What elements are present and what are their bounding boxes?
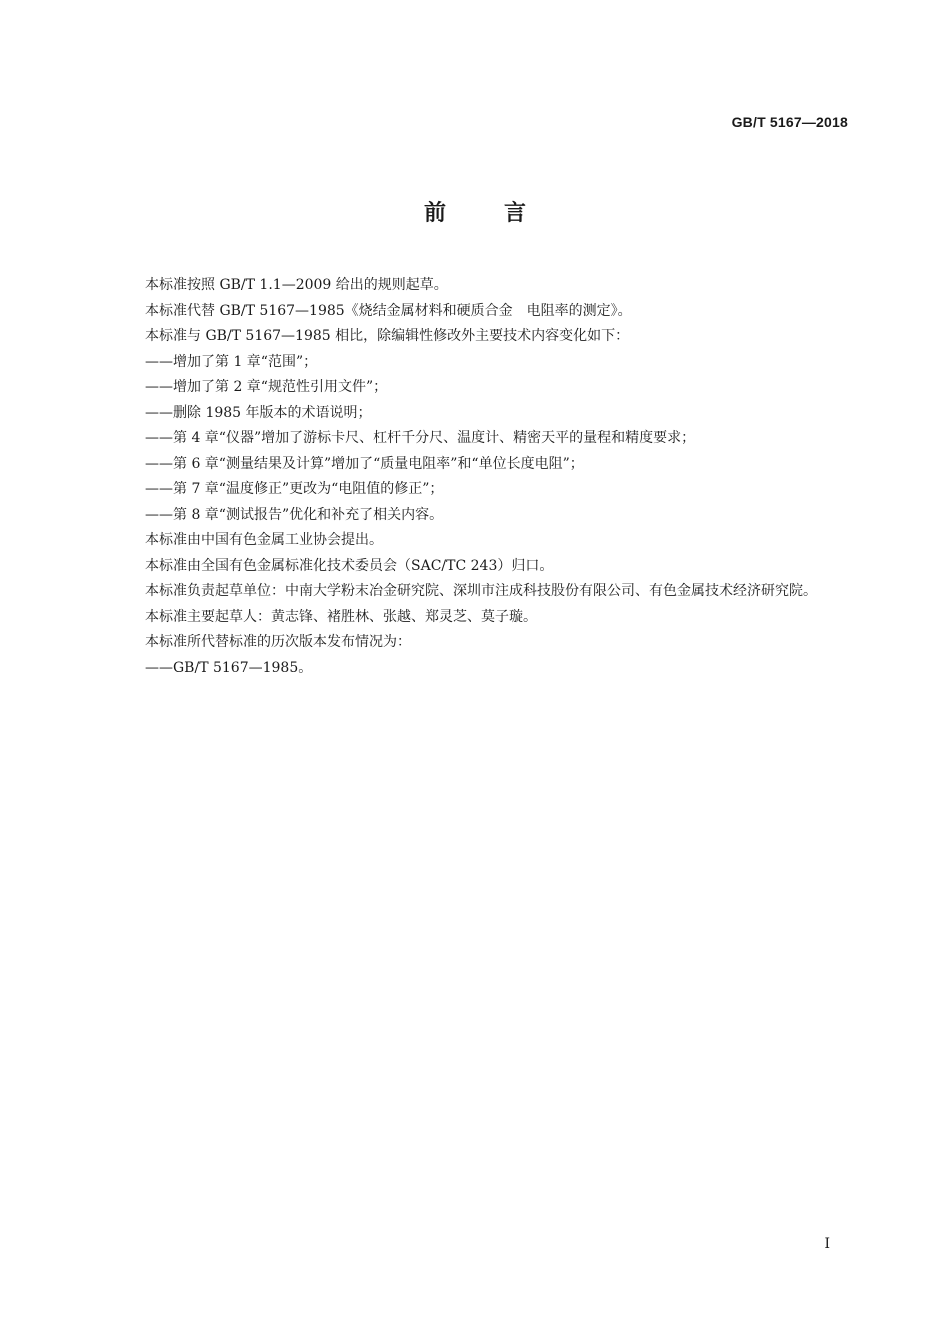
paragraph: 本标准由全国有色金属标准化技术委员会（SAC/TC 243）归口。 — [145, 557, 554, 574]
change-list-item: ——第 7 章“温度修正”更改为“电阻值的修正”； — [145, 481, 444, 497]
change-list-item: ——第 8 章“测试报告”优化和补充了相关内容。 — [145, 506, 444, 523]
change-list-item: ——第 4 章“仪器”增加了游标卡尺、杠杆千分尺、温度计、精密天平的量程和精度要求； — [145, 430, 696, 446]
change-list-item: ——第 6 章“测量结果及计算”增加了“质量电阻率”和“单位长度电阻”； — [145, 455, 584, 472]
change-list-item: ——增加了第 2 章“规范性引用文件”； — [145, 379, 388, 395]
standard-number: GB/T 5167—2018 — [731, 114, 848, 130]
paragraph: 本标准按照 GB/T 1.1—2009 给出的规则起草。 — [145, 277, 448, 293]
paragraph: 本标准主要起草人：黄志锋、褚胜林、张越、郑灵芝、莫子璇。 — [145, 608, 537, 625]
paragraph: 本标准负责起草单位：中南大学粉末冶金研究院、深圳市注成科技股份有限公司、有色金属技术经济研究院。 — [145, 583, 817, 599]
paragraph: 本标准与 GB/T 5167—1985 相比，除编辑性修改外主要技术内容变化如下： — [145, 328, 630, 344]
document-body — [116, 273, 852, 681]
paragraph: 本标准代替 GB/T 5167—1985《烧结金属材料和硬质合金 电阻率的测定》。 — [145, 302, 632, 319]
page-number: I — [824, 1236, 830, 1252]
paragraph: 本标准由中国有色金属工业协会提出。 — [145, 532, 383, 548]
change-list-item: ——增加了第 1 章“范围”； — [145, 353, 318, 370]
change-list-item: ——删除 1985 年版本的术语说明； — [145, 404, 372, 421]
version-list-item: ——GB/T 5167—1985。 — [145, 659, 313, 676]
paragraph: 本标准所代替标准的历次版本发布情况为： — [145, 634, 411, 650]
page-title: 前言 — [423, 201, 584, 226]
